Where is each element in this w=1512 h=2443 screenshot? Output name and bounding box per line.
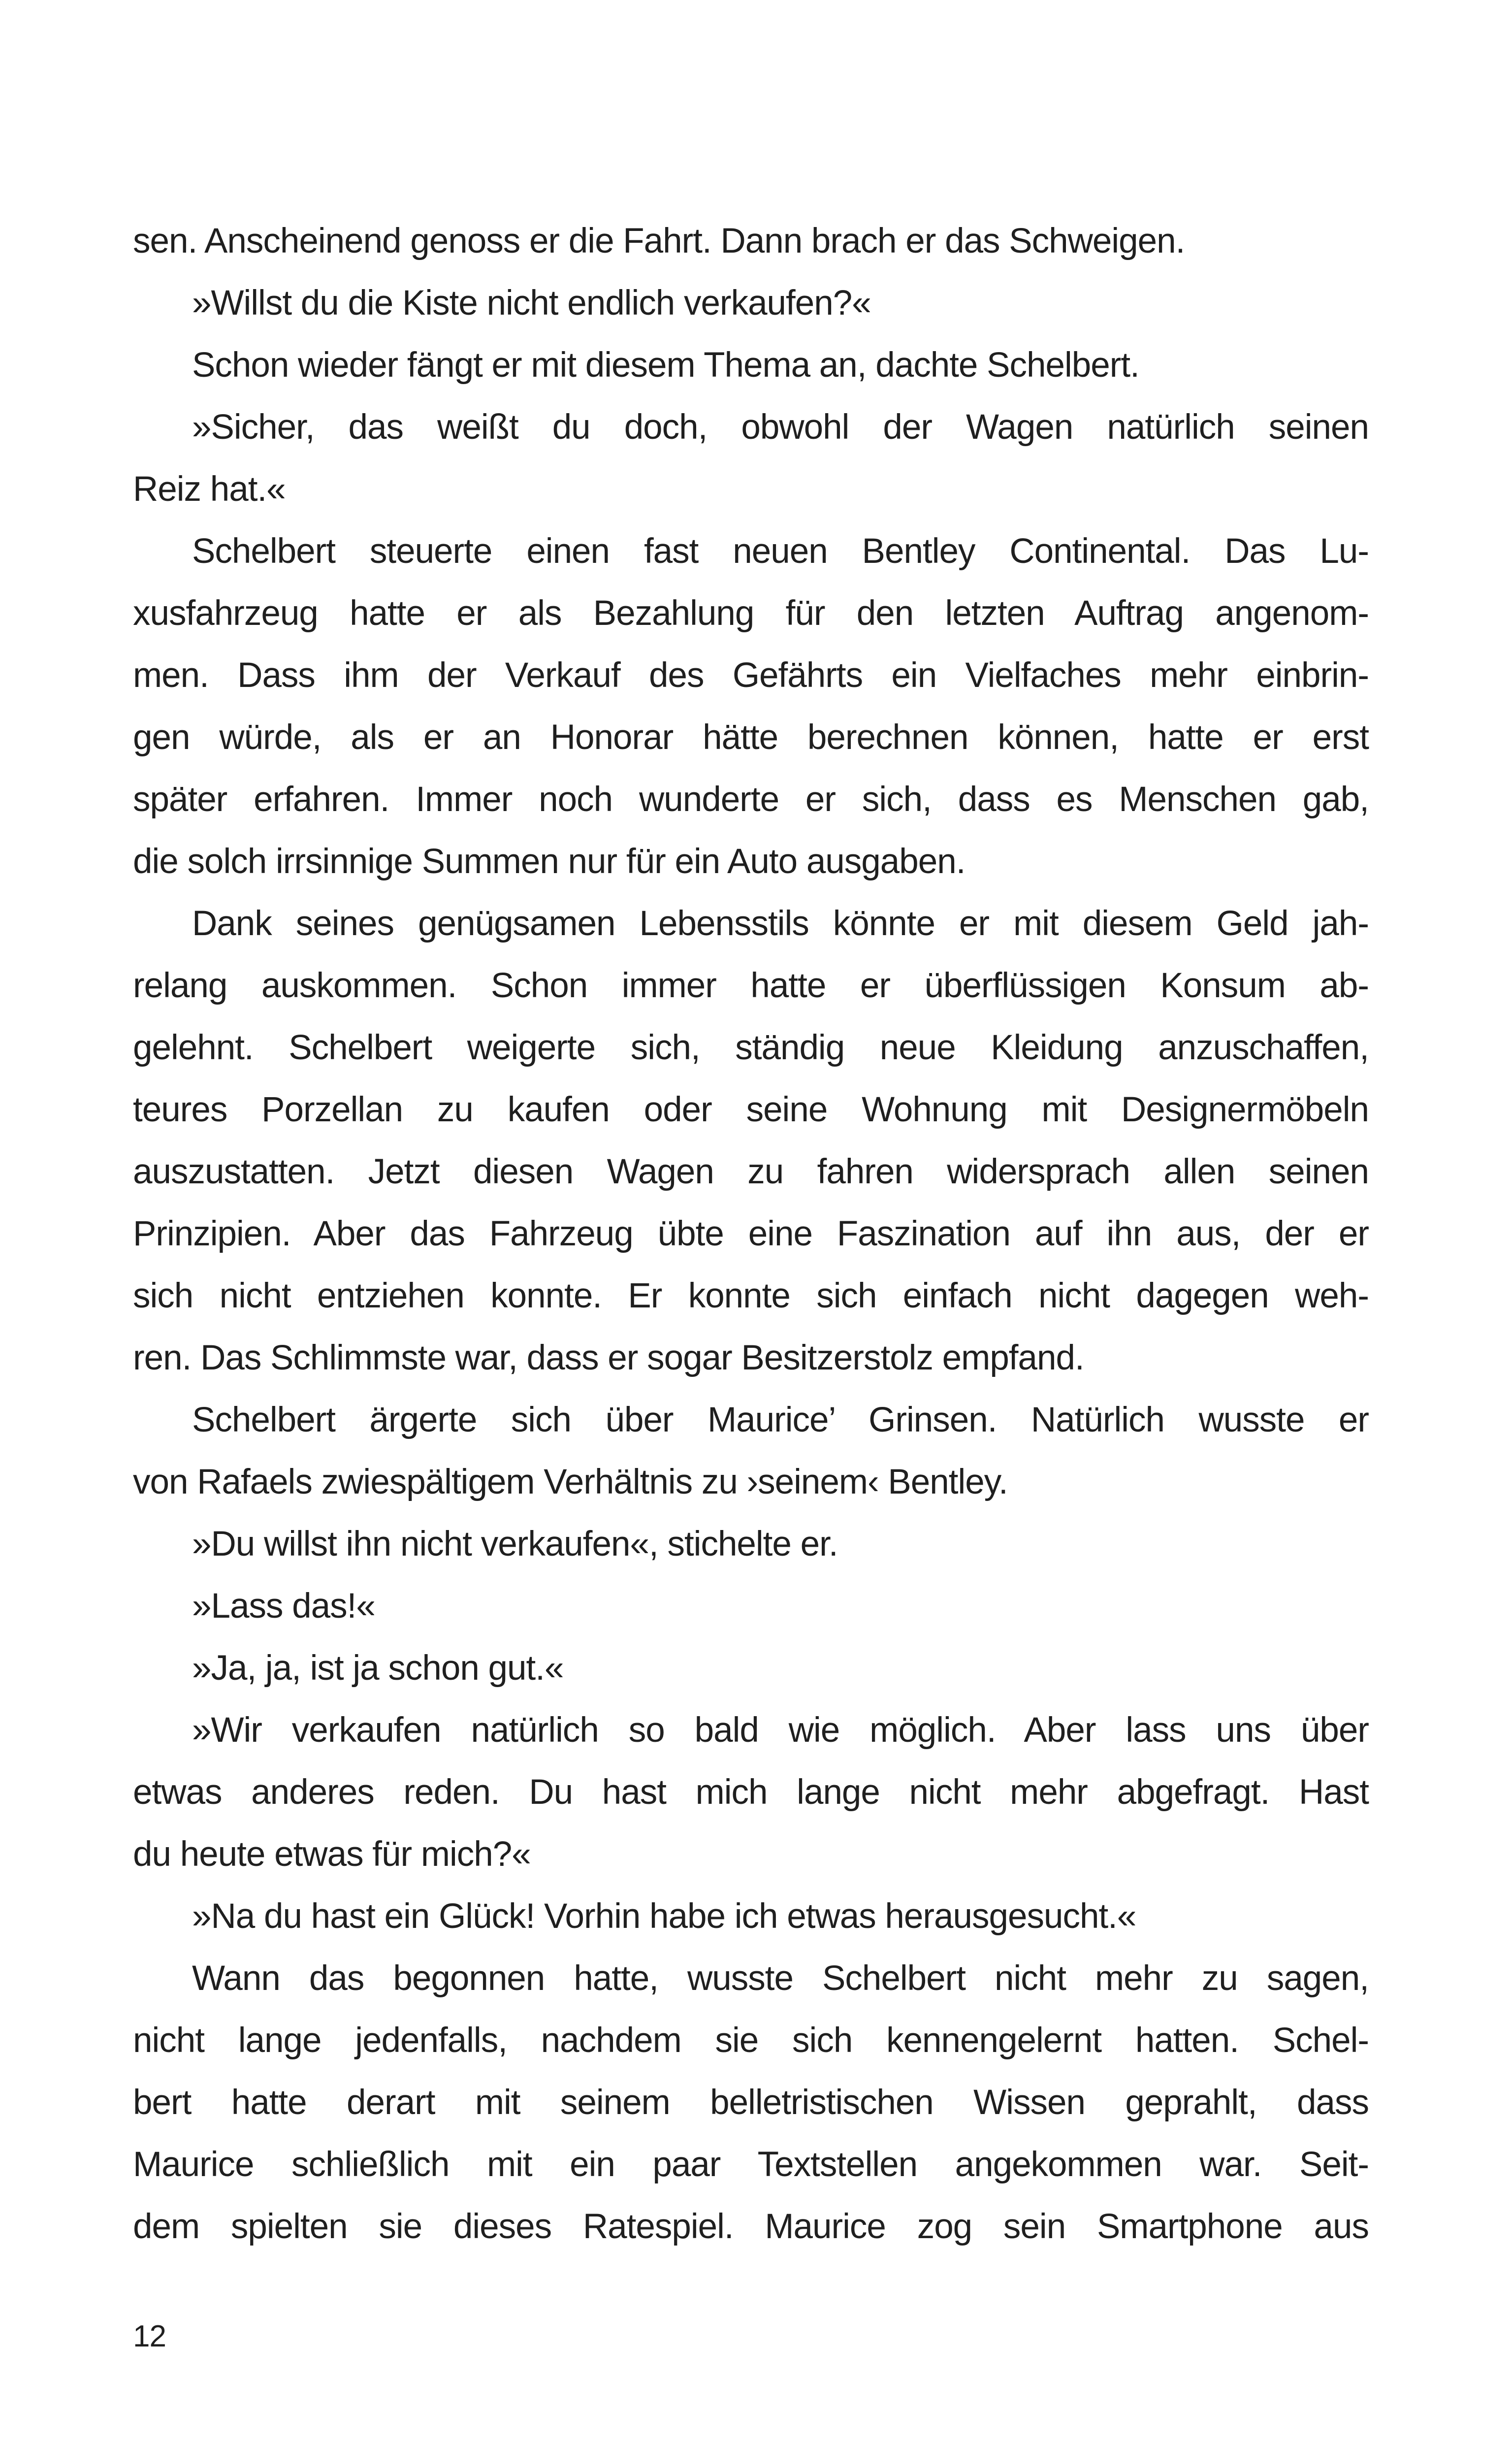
text-line: relang auskommen. Schon immer hatte er überflüssigen Konsum ab- [133, 966, 1369, 1005]
text-line: »Wir verkaufen natürlich so bald wie möglich. Aber lass uns über [192, 1711, 1369, 1750]
text-line: Schon wieder fängt er mit diesem Thema an, dachte Schelbert. [192, 346, 1139, 385]
text-line: sich nicht entziehen konnte. Er konnte sich einfach nicht dagegen weh- [133, 1276, 1369, 1315]
text-line: du heute etwas für mich?« [133, 1835, 531, 1874]
text-line: bert hatte derart mit seinem belletristischen Wissen geprahlt, dass [133, 2083, 1369, 2122]
text-line: »Du willst ihn nicht verkaufen«, stichelte er. [192, 1525, 838, 1564]
body-text [133, 210, 1369, 2258]
text-line: xusfahrzeug hatte er als Bezahlung für den letzten Auftrag angenom- [133, 594, 1369, 633]
text-line: später erfahren. Immer noch wunderte er sich, dass es Menschen gab, [133, 780, 1369, 819]
text-line: »Willst du die Kiste nicht endlich verkaufen?« [192, 284, 871, 323]
text-line: teures Porzellan zu kaufen oder seine Wohnung mit Designermöbeln [133, 1090, 1369, 1129]
text-line: die solch irrsinnige Summen nur für ein Auto ausgaben. [133, 842, 965, 881]
text-line: Dank seines genügsamen Lebensstils könnte er mit diesem Geld jah- [192, 904, 1369, 943]
text-line: Reiz hat.« [133, 470, 286, 509]
text-line: Maurice schließlich mit ein paar Textstellen angekommen war. Seit- [133, 2145, 1369, 2184]
text-line: Schelbert steuerte einen fast neuen Bentley Continental. Das Lu- [192, 532, 1369, 571]
text-line: auszustatten. Jetzt diesen Wagen zu fahren widersprach allen seinen [133, 1152, 1369, 1191]
text-line: Prinzipien. Aber das Fahrzeug übte eine Faszination auf ihn aus, der er [133, 1214, 1369, 1253]
text-line: Wann das begonnen hatte, wusste Schelbert nicht mehr zu sagen, [192, 1959, 1369, 1998]
text-line: etwas anderes reden. Du hast mich lange nicht mehr abgefragt. Hast [133, 1773, 1369, 1812]
text-line: dem spielten sie dieses Ratespiel. Maurice zog sein Smartphone aus [133, 2207, 1369, 2246]
text-line: men. Dass ihm der Verkauf des Gefährts ein Vielfaches mehr einbrin- [133, 656, 1369, 695]
text-line: von Rafaels zwiespältigem Verhältnis zu ›seinem‹ Bentley. [133, 1463, 1008, 1501]
text-line: »Ja, ja, ist ja schon gut.« [192, 1649, 564, 1688]
page-number: 12 [133, 2319, 166, 2353]
text-line: »Sicher, das weißt du doch, obwohl der Wagen natürlich seinen [192, 408, 1369, 447]
text-line: sen. Anscheinend genoss er die Fahrt. Dann brach er das Schweigen. [133, 222, 1185, 261]
text-line: ren. Das Schlimmste war, dass er sogar Besitzerstolz empfand. [133, 1338, 1084, 1377]
text-line: gelehnt. Schelbert weigerte sich, ständig neue Kleidung anzuschaffen, [133, 1028, 1369, 1067]
text-line: »Na du hast ein Glück! Vorhin habe ich etwas herausgesucht.« [192, 1897, 1136, 1936]
text-line: »Lass das!« [192, 1587, 375, 1626]
text-line: nicht lange jedenfalls, nachdem sie sich kennengelernt hatten. Schel- [133, 2021, 1369, 2060]
text-line: Schelbert ärgerte sich über Maurice’ Grinsen. Natürlich wusste er [192, 1401, 1369, 1439]
text-line: gen würde, als er an Honorar hätte berechnen können, hatte er erst [133, 718, 1369, 757]
